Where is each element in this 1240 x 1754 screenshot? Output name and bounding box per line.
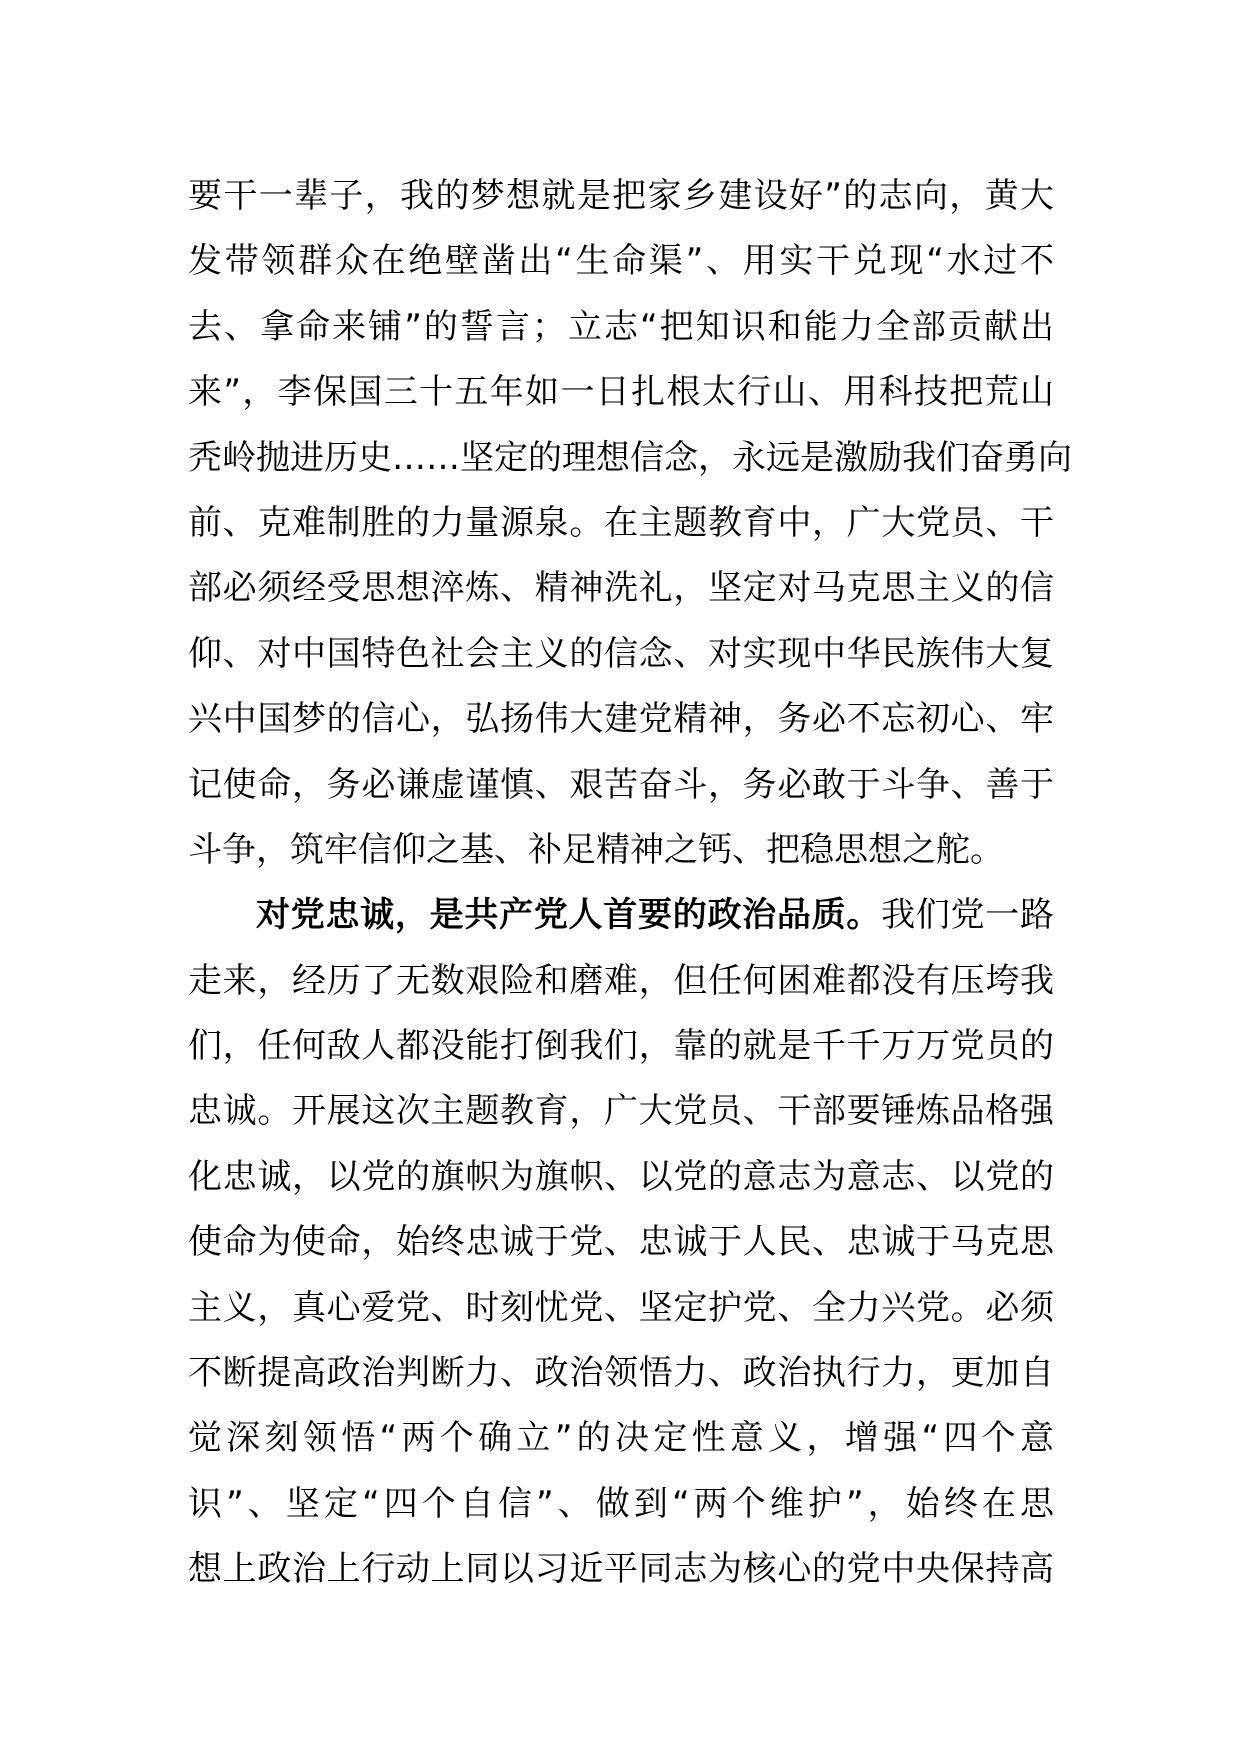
paragraph-2-line: 们，任何敌人都没能打倒我们，靠的就是千千万万党员的 (188, 1026, 1054, 1067)
paragraph-1-line: 秃岭抛进历史……坚定的理想信念，永远是激励我们奋勇向 (188, 437, 1072, 478)
paragraph-1-line: 斗争，筑牢信仰之基、补足精神之钙、把稳思想之舵。 (188, 829, 1004, 870)
paragraph-2-line: 识”、坚定“四个自信”、做到“两个维护”，始终在思 (188, 1483, 1054, 1524)
paragraph-2-line: 忠诚。开展这次主题教育，广大党员、干部要锤炼品格强 (188, 1091, 1054, 1132)
paragraph-2-line: 不断提高政治判断力、政治领悟力、政治执行力，更加自 (188, 1353, 1054, 1394)
paragraph-2-line: 主义，真心爱党、时刻忧党、坚定护党、全力兴党。必须 (188, 1287, 1054, 1328)
paragraph-1-line: 部必须经受思想淬炼、精神洗礼，坚定对马克思主义的信 (188, 568, 1054, 609)
paragraph-1-line: 兴中国梦的信心，弘扬伟大建党精神，务必不忘初心、牢 (188, 699, 1054, 740)
paragraph-1-line: 发带领群众在绝壁凿出“生命渠”、用实干兑现“水过不 (188, 241, 1054, 282)
paragraph-2-line: 化忠诚，以党的旗帜为旗帜、以党的意志为意志、以党的 (188, 1156, 1054, 1197)
paragraph-2-line: 使命为使命，始终忠诚于党、忠诚于人民、忠诚于马克思 (188, 1222, 1054, 1263)
paragraph-2-line: 走来，经历了无数艰险和磨难，但任何困难都没有压垮我 (188, 960, 1054, 1001)
paragraph-1-line: 仰、对中国特色社会主义的信念、对实现中华民族伟大复 (188, 633, 1054, 674)
paragraph-1-line: 前、克难制胜的力量源泉。在主题教育中，广大党员、干 (188, 502, 1054, 543)
paragraph-2-lead-text: 我们党一路 (881, 895, 1055, 936)
paragraph-1-line: 要干一辈子，我的梦想就是把家乡建设好”的志向，黄大 (188, 176, 1054, 216)
paragraph-1-line: 记使命，务必谦虚谨慎、艰苦奋斗，务必敢于斗争、善于 (188, 764, 1054, 805)
paragraph-2-heading: 对党忠诚，是共产党人首要的政治品质。 (256, 895, 882, 936)
body-text (188, 164, 1072, 1603)
paragraph-1-line: 去、拿命来铺”的誓言；立志“把知识和能力全部贡献出 (188, 306, 1054, 347)
paragraph-2-line: 觉深刻领悟“两个确立”的决定性意义，增强“四个意 (188, 1418, 1054, 1459)
paragraph-1-line: 来”，李保国三十五年如一日扎根太行山、用科技把荒山 (188, 372, 1054, 413)
paragraph-2-first-line (188, 883, 1054, 948)
paragraph-2-line: 想上政治上行动上同以习近平同志为核心的党中央保持高 (188, 1549, 1054, 1590)
